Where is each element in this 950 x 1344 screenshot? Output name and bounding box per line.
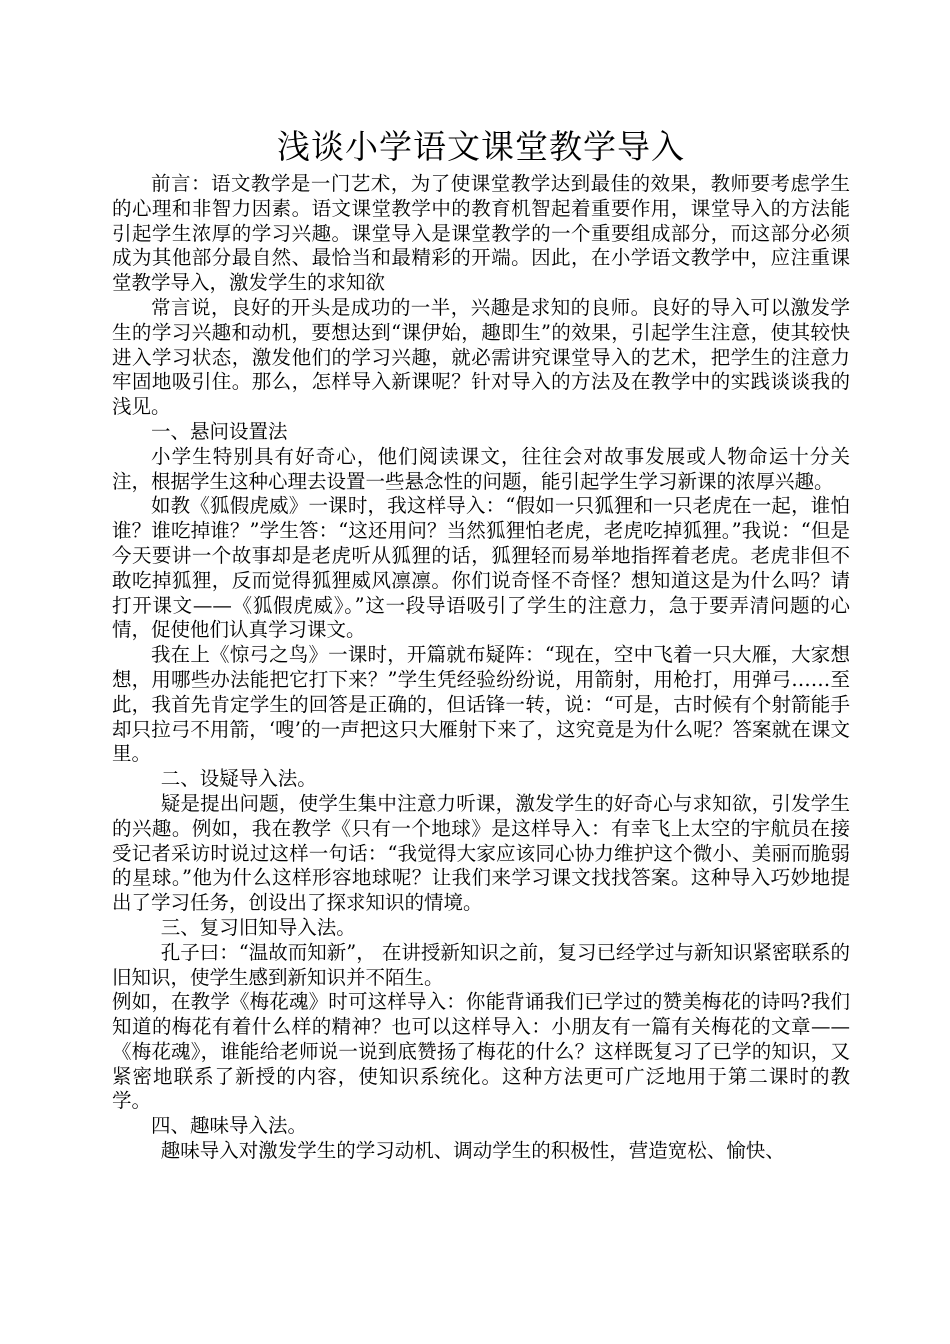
paragraph: 常言说，良好的开头是成功的一半，兴趣是求知的良师。良好的导入可以激发学生的学习兴趣和动机，要想达到“课伊始，趣即生”的效果，引起学生注意，使其较快进入学习状态，激发他们的学习兴趣，就必需讲究课堂导入的艺术，把学生的注意力牢固地吸引住。那么，怎样导入新课呢？针对导入的方法及在教学中的实践谈谈我的浅见。: [112, 295, 850, 419]
paragraph: 二、设疑导入法。: [160, 767, 317, 791]
paragraph: 我在上《惊弓之鸟》一课时，开篇就布疑阵：“现在，空中飞着一只大雁，大家想想，用哪些办法能把它打下来？”学生凭经验纷纷说，用箭射，用枪打，用弹弓……至此，我首先肯定学生的回答是正确的，但话锋一转，说：“可是，古时候有个射箭能手却只拉弓不用箭，‘嗖’的一声把这只大雁射下来了，这究竟是为什么呢？答案就在课文里。: [112, 643, 850, 766]
paragraph: 如教《狐假虎威》一课时，我这样导入：“假如一只狐狸和一只老虎在一起，谁怕谁？谁吃掉谁？”学生答：“这还用问？当然狐狸怕老虎，老虎吃掉狐狸。”我说：“但是今天要讲一个故事却是老虎听从狐狸的话，狐狸轻而易举地指挥着老虎。老虎非但不敢吃掉狐狸，反而觉得狐狸威风凛凛。你们说奇怪不奇怪？想知道这是为什么吗？请打开课文——《狐假虎威》。”这一段导语吸引了学生的注意力，急于要弄清问题的心情，促使他们认真学习课文。: [112, 494, 850, 642]
paragraph: 四、趣味导入法。: [151, 1114, 308, 1138]
paragraph: 趣味导入对激发学生的学习动机、调动学生的积极性，营造宽松、愉快、: [160, 1139, 785, 1163]
document-body: [112, 172, 850, 1164]
paragraph: 三、复习旧知导入法。: [160, 915, 356, 939]
document-page: [112, 122, 850, 1164]
paragraph: 孔子曰：“温故而知新”， 在讲授新知识之前，复习已经学过与新知识紧密联系的旧知识，使学生感到新知识并不陌生。: [112, 940, 850, 989]
paragraph: 小学生特别具有好奇心，他们阅读课文，往往会对故事发展或人物命运十分关注，根据学生这种心理去设置一些悬念性的问题，能引起学生学习新课的浓厚兴趣。: [112, 444, 850, 493]
paragraph: 例如，在教学《梅花魂》时可这样导入：你能背诵我们已学过的赞美梅花的诗吗?我们知道的梅花有着什么样的精神？也可以这样导入：小朋友有一篇有关梅花的文章——《梅花魂》，谁能给老师说一说到底赞扬了梅花的什么？这样既复习了已学的知识，又紧密地联系了新授的内容，使知识系统化。这种方法更可广泛地用于第二课时的教学。: [112, 990, 850, 1113]
document-title: 浅谈小学语文课堂教学导入: [277, 127, 685, 166]
paragraph: 前言：语文教学是一门艺术，为了使课堂教学达到最佳的效果，教师要考虑学生的心理和非智力因素。语文课堂教学中的教育机智起着重要作用，课堂导入的方法能引起学生浓厚的学习兴趣。课堂导入是课堂教学的一个重要组成部分，而这部分必须成为其他部分最自然、最恰当和最精彩的开端。因此，在小学语文教学中，应注重课堂教学导入，激发学生的求知欲: [112, 172, 850, 295]
paragraph: 疑是提出问题，使学生集中注意力听课，激发学生的好奇心与求知欲，引发学生的兴趣。例如，我在教学《只有一个地球》是这样导入：有幸飞上太空的宇航员在接受记者采访时说过这样一句话：“我觉得大家应该同心协力维护这个微小、美丽而脆弱的星球。”他为什么这样形容地球呢？让我们来学习课文找找答案。这种导入巧妙地提出了学习任务，创设出了探求知识的情境。: [112, 791, 850, 915]
paragraph: 一、悬问设置法: [151, 419, 288, 443]
